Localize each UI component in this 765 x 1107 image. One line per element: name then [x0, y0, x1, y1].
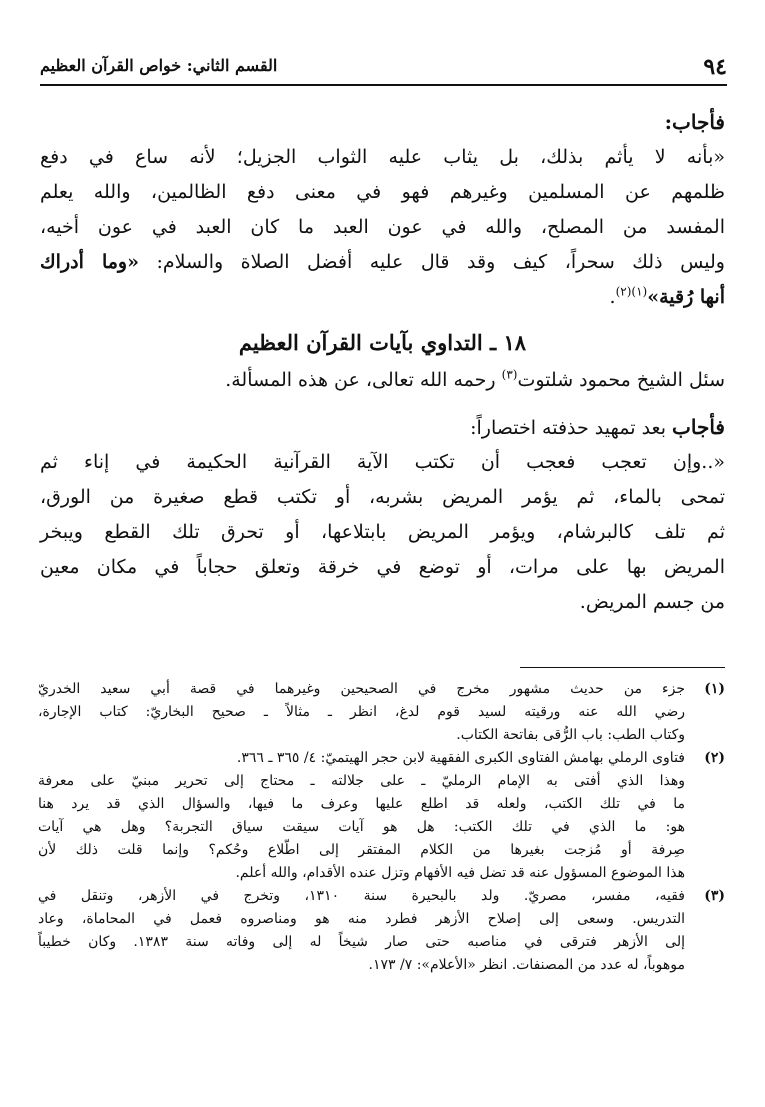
- footnote-ref: (٣): [501, 367, 518, 382]
- paragraph-text: .: [609, 286, 616, 308]
- paragraph-line: ثم تلف كالبرشام، ويؤمر المريض بابتلاعها، أو تحرق تلك القطع ويبخر: [40, 521, 725, 543]
- answer-label-line: [40, 410, 725, 445]
- paragraph-line: المريض بها على مرات، أو توضع في خرقة وتعلق حجاباً في مكان معين: [40, 556, 725, 578]
- paragraph-line: المفسد من المصلح، والله في عون العبد ما كان العبد في عون أخيه،: [40, 216, 725, 238]
- hadith-quote: أنها رُقية»: [647, 286, 725, 308]
- answer-label: فأجاب: [672, 415, 725, 439]
- footnote-line: وهذا الذي أفتى به الإمام الرمليّ ـ على جلالته ـ محتاج إلى تحرير مبنيّ على معرفة: [38, 773, 685, 789]
- footnotes: [38, 678, 725, 977]
- paragraph-line: [40, 245, 725, 280]
- paragraph-text: بعد تمهيد حذفته اختصاراً:: [470, 417, 673, 439]
- section-intro: [40, 363, 725, 398]
- footnote-line: جزء من حديث مشهور مخرج في الصحيحين وغيرهما في قصة أبي سعيد الخدريّ: [38, 681, 685, 697]
- paragraph-line: من جسم المريض.: [579, 591, 725, 613]
- header-title: القسم الثاني: خواص القرآن العظيم: [40, 56, 278, 75]
- paragraph-text: وليس ذلك سحراً، كيف وقد قال عليه أفضل الصلاة والسلام:: [138, 251, 725, 273]
- page-number: ٩٤: [703, 54, 727, 80]
- footnote-number: (٢): [704, 750, 725, 766]
- footnote-separator: [520, 667, 725, 668]
- footnote-line: إلى الأزهر فترقى في مناصبه حتى صار شيخاً له إلى وفاته سنة ١٣٨٣. وكان خطيباً: [38, 934, 685, 950]
- main-text: [40, 105, 725, 620]
- footnote-ref: (١)(٢): [615, 284, 648, 299]
- paragraph-line: «بأنه لا يأثم بذلك، بل يثاب عليه الثواب الجزيل؛ لأنه ساع في دفع: [40, 146, 725, 168]
- footnote-line: هو: ما الذي في تلك الكتب: هل هو آيات سيقت سياق التجربة؟ وهل هي آيات: [38, 819, 685, 835]
- footnote-number: (١): [704, 681, 725, 697]
- paragraph-line: تمحى بالماء، ثم يؤمر المريض بشربه، أو تكتب قطع صغيرة من الورق،: [40, 486, 725, 508]
- footnote-line: فتاوى الرملي بهامش الفتاوى الكبرى الفقهية لابن حجر الهيتميّ: ٤/ ٣٦٥ ـ ٣٦٦.: [236, 750, 685, 766]
- footnote-line: موهوباً، له عدد من المصنفات. انظر «الأعلام»: ٧/ ١٧٣.: [368, 957, 685, 973]
- footnote-line: رضي الله عنه ورقيته لسيد قوم لدغ، انظر ـ مثالاً ـ صحيح البخاريّ: كتاب الإجارة،: [38, 704, 685, 720]
- footnote-line: ما في تلك الكتب، ولعله قد اطلع عليها وعرف ما فيها، والسؤال الذي قد يرد هنا: [38, 796, 685, 812]
- paragraph-line: [40, 280, 725, 315]
- section-heading: ١٨ ـ التداوي بآيات القرآن العظيم: [238, 330, 527, 355]
- answer-label-line: [40, 105, 725, 140]
- footnote-number: (٣): [704, 888, 725, 904]
- footnote-line: التدريس. وسعى إلى إصلاح الأزهر فطرد منه هو ومناصروه فعمل في المحاماة، وعاد: [38, 911, 685, 927]
- paragraph-text: سئل الشيخ محمود شلتوت: [517, 369, 725, 391]
- answer-label: فأجاب:: [664, 110, 725, 134]
- paragraph-line: ظلمهم عن المسلمين وغيرهم فهو في معنى دفع الظالمين، والله يعلم: [40, 181, 725, 203]
- running-header: [40, 52, 727, 86]
- paragraph-text: رحمه الله تعالى، عن هذه المسألة.: [225, 369, 502, 391]
- footnote-line: هذا الموضوع المسؤول عنه قد تضل فيه الأفهام وتزل عنده الأقدام، والله أعلم.: [235, 865, 685, 881]
- footnote: [38, 885, 725, 977]
- footnote-line: صِرفة أو مُزجت بغيرها من الكلام المفتقر إلى اطّلاع وحُكم؟ وإنما قلت ذلك لأن: [38, 842, 685, 858]
- hadith-quote: «وما أدراك: [40, 251, 139, 273]
- footnote: [38, 747, 725, 885]
- paragraph-line: «..وإن تعجب فعجب أن تكتب الآية القرآنية الحكيمة في إناء ثم: [40, 451, 725, 473]
- footnote: [38, 678, 725, 747]
- footnote-line: فقيه، مفسر، مصريّ. ولد بالبحيرة سنة ١٣١٠، وتخرج في الأزهر، وتنقل في: [38, 888, 685, 904]
- footnote-line: وكتاب الطب: باب الرُّقى بفاتحة الكتاب.: [456, 727, 685, 743]
